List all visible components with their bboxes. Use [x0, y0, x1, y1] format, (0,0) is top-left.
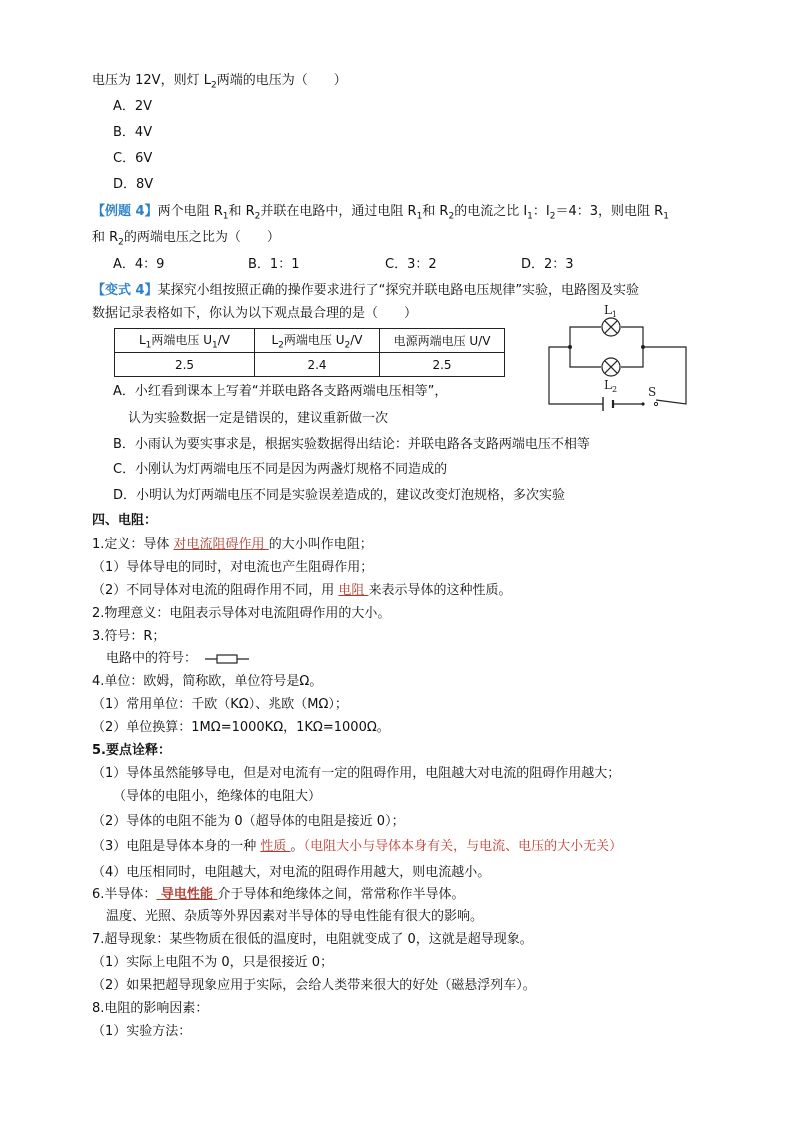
variant-4-stem: 【变式 4】某探究小组按照正确的操作要求进行了“探究并联电路电压规律”实验，电路图及实验 — [92, 283, 640, 298]
example-4-option-a: A．4：9 — [113, 257, 165, 272]
blank-answer: 电阻 — [338, 583, 369, 598]
battery-icon — [603, 397, 613, 411]
variant-4-option-a-cont: 认为实验数据一定是错误的，建议重新做一次 — [128, 411, 389, 426]
label-l1: $L_1$ — [604, 303, 618, 319]
question-stem-tail: 电压为 12V，则灯 $L_2$两端的电压为（ ） — [92, 73, 347, 91]
lamp-l2-icon — [602, 358, 620, 376]
definition-5-1b: （导体的电阻小，绝缘体的电阻大） — [113, 789, 322, 804]
lamp-l1-icon — [602, 318, 620, 336]
variant-4-tag: 【变式 4】 — [92, 283, 158, 298]
table-cell: 2.5 — [115, 353, 255, 377]
definition-3: 3.符号：R； — [92, 629, 166, 644]
definition-3-1: 电路中的符号： — [106, 651, 198, 666]
definition-4: 4.单位：欧姆，简称欧，单位符号是Ω。 — [92, 674, 323, 689]
definition-5-3: （3）电阻是导体本身的一种 性质 。（电阻大小与导体本身有关，与电流、电压的大小无关） — [92, 839, 623, 854]
variant-4-option-b: B．小雨认为要实事求是，根据实验数据得出结论：并联电路各支路两端电压不相等 — [113, 437, 590, 452]
data-table — [114, 328, 505, 377]
variant-4-option-c: C．小刚认为灯两端电压不同是因为两盏灯规格不同造成的 — [113, 462, 448, 477]
definition-8: 8.电阻的影响因素： — [92, 1001, 209, 1016]
definition-6-1: 温度、光照、杂质等外界因素对半导体的导电性能有很大的影响。 — [106, 909, 484, 924]
example-4-tag: 【例题 4】 — [92, 204, 158, 219]
resistor-symbol-icon — [205, 653, 249, 665]
option-a: A．2V — [113, 99, 153, 114]
variant-4-option-d: D．小明认为灯两端电压不同是实验误差造成的，建议改变灯泡规格，多次实验 — [113, 488, 566, 503]
definition-7: 7.超导现象：某些物质在很低的温度时，电阻就变成了 0，这就是超导现象。 — [92, 932, 533, 947]
definition-8-1: （1）实验方法： — [92, 1024, 192, 1039]
definition-5-1: （1）导体虽然能够导电，但是对电流有一定的阻碍作用，电阻越大对电流的阻碍作用越大； — [92, 766, 621, 781]
definition-4-1: （1）常用单位：千欧（KΩ）、兆欧（MΩ）； — [92, 697, 348, 712]
example-4-option-c: C．3：2 — [385, 257, 437, 272]
definition-2: 2.物理意义：电阻表示导体对电流阻碍作用的大小。 — [92, 606, 391, 621]
option-d: D．8V — [113, 177, 154, 192]
option-b: B．4V — [113, 125, 153, 140]
definition-6: 6.半导体： 导电性能 介于导体和绝缘体之间，常常称作半导体。 — [92, 887, 465, 902]
table-header-cell: $L_2$两端电压 $U_2/V$ — [255, 329, 380, 353]
definition-1-2: （2）不同导体对电流的阻碍作用不同，用 电阻 来表示导体的这种性质。 — [92, 583, 512, 598]
example-4-option-d: D．2：3 — [521, 257, 574, 272]
definition-1-1: （1）导体导电的同时，对电流也产生阻碍作用； — [92, 560, 374, 575]
table-header-cell: 电源两端电压 U/V — [380, 329, 505, 353]
table-cell: 2.4 — [255, 353, 380, 377]
variant-4-stem-line2: 数据记录表格如下，你认为以下观点最合理的是（ ） — [92, 306, 418, 321]
example-4-option-b: B．1：1 — [248, 257, 300, 272]
definition-5-4: （4）电压相同时，电阻越大，对电流的阻碍作用越大，则电流越小。 — [92, 865, 491, 880]
definition-7-2: （2）如果把超导现象应用于实际，会给人类带来很大的好处（磁悬浮列车）。 — [92, 978, 536, 993]
example-4-stem-line2: 和 $R_2$的两端电压之比为（ ） — [92, 230, 280, 248]
definition-5-2: （2）导体的电阻不能为 0（超导体的电阻是接近 0）； — [92, 814, 405, 829]
table-row — [115, 353, 505, 377]
variant-4-option-a: A．小红看到课本上写着“并联电路各支路两端电压相等”， — [113, 384, 448, 399]
blank-answer: 对电流阻碍作用 — [173, 537, 269, 552]
blank-answer: 导电性能 — [156, 887, 218, 902]
definition-1: 1.定义：导体 对电流阻碍作用 的大小叫作电阻； — [92, 537, 373, 552]
note-red: （电阻大小与导体本身有关，与电流、电压的大小无关） — [303, 839, 623, 854]
switch-icon — [641, 402, 657, 405]
example-4-stem: 【例题 4】两个电阻 $R_1$和 $R_2$并联在电路中，通过电阻 $R_1$和 $R_2$的电流之比 $I_1$：$I_2=4$：3，则电阻 $R_1$ — [92, 204, 669, 222]
junction-dot-right — [641, 345, 645, 349]
definition-4-2: （2）单位换算：1MΩ=1000KΩ，1KΩ=1000Ω。 — [92, 720, 390, 735]
definition-7-1: （1）实际上电阻不为 0，只是很接近 0； — [92, 955, 334, 970]
junction-dot-left — [568, 345, 572, 349]
table-header-cell: $L_1$两端电压 $U_1/V$ — [115, 329, 255, 353]
table-cell: 2.5 — [380, 353, 505, 377]
table-row — [115, 329, 505, 353]
parallel-circuit-diagram — [540, 300, 700, 420]
option-c: C．6V — [113, 151, 153, 166]
label-l2: $L_2$ — [604, 378, 618, 394]
section-title: 四、电阻： — [92, 513, 158, 528]
definition-5: 5.要点诠释： — [92, 743, 171, 758]
blank-answer: 性质 — [260, 839, 291, 854]
label-s: S — [648, 385, 657, 399]
